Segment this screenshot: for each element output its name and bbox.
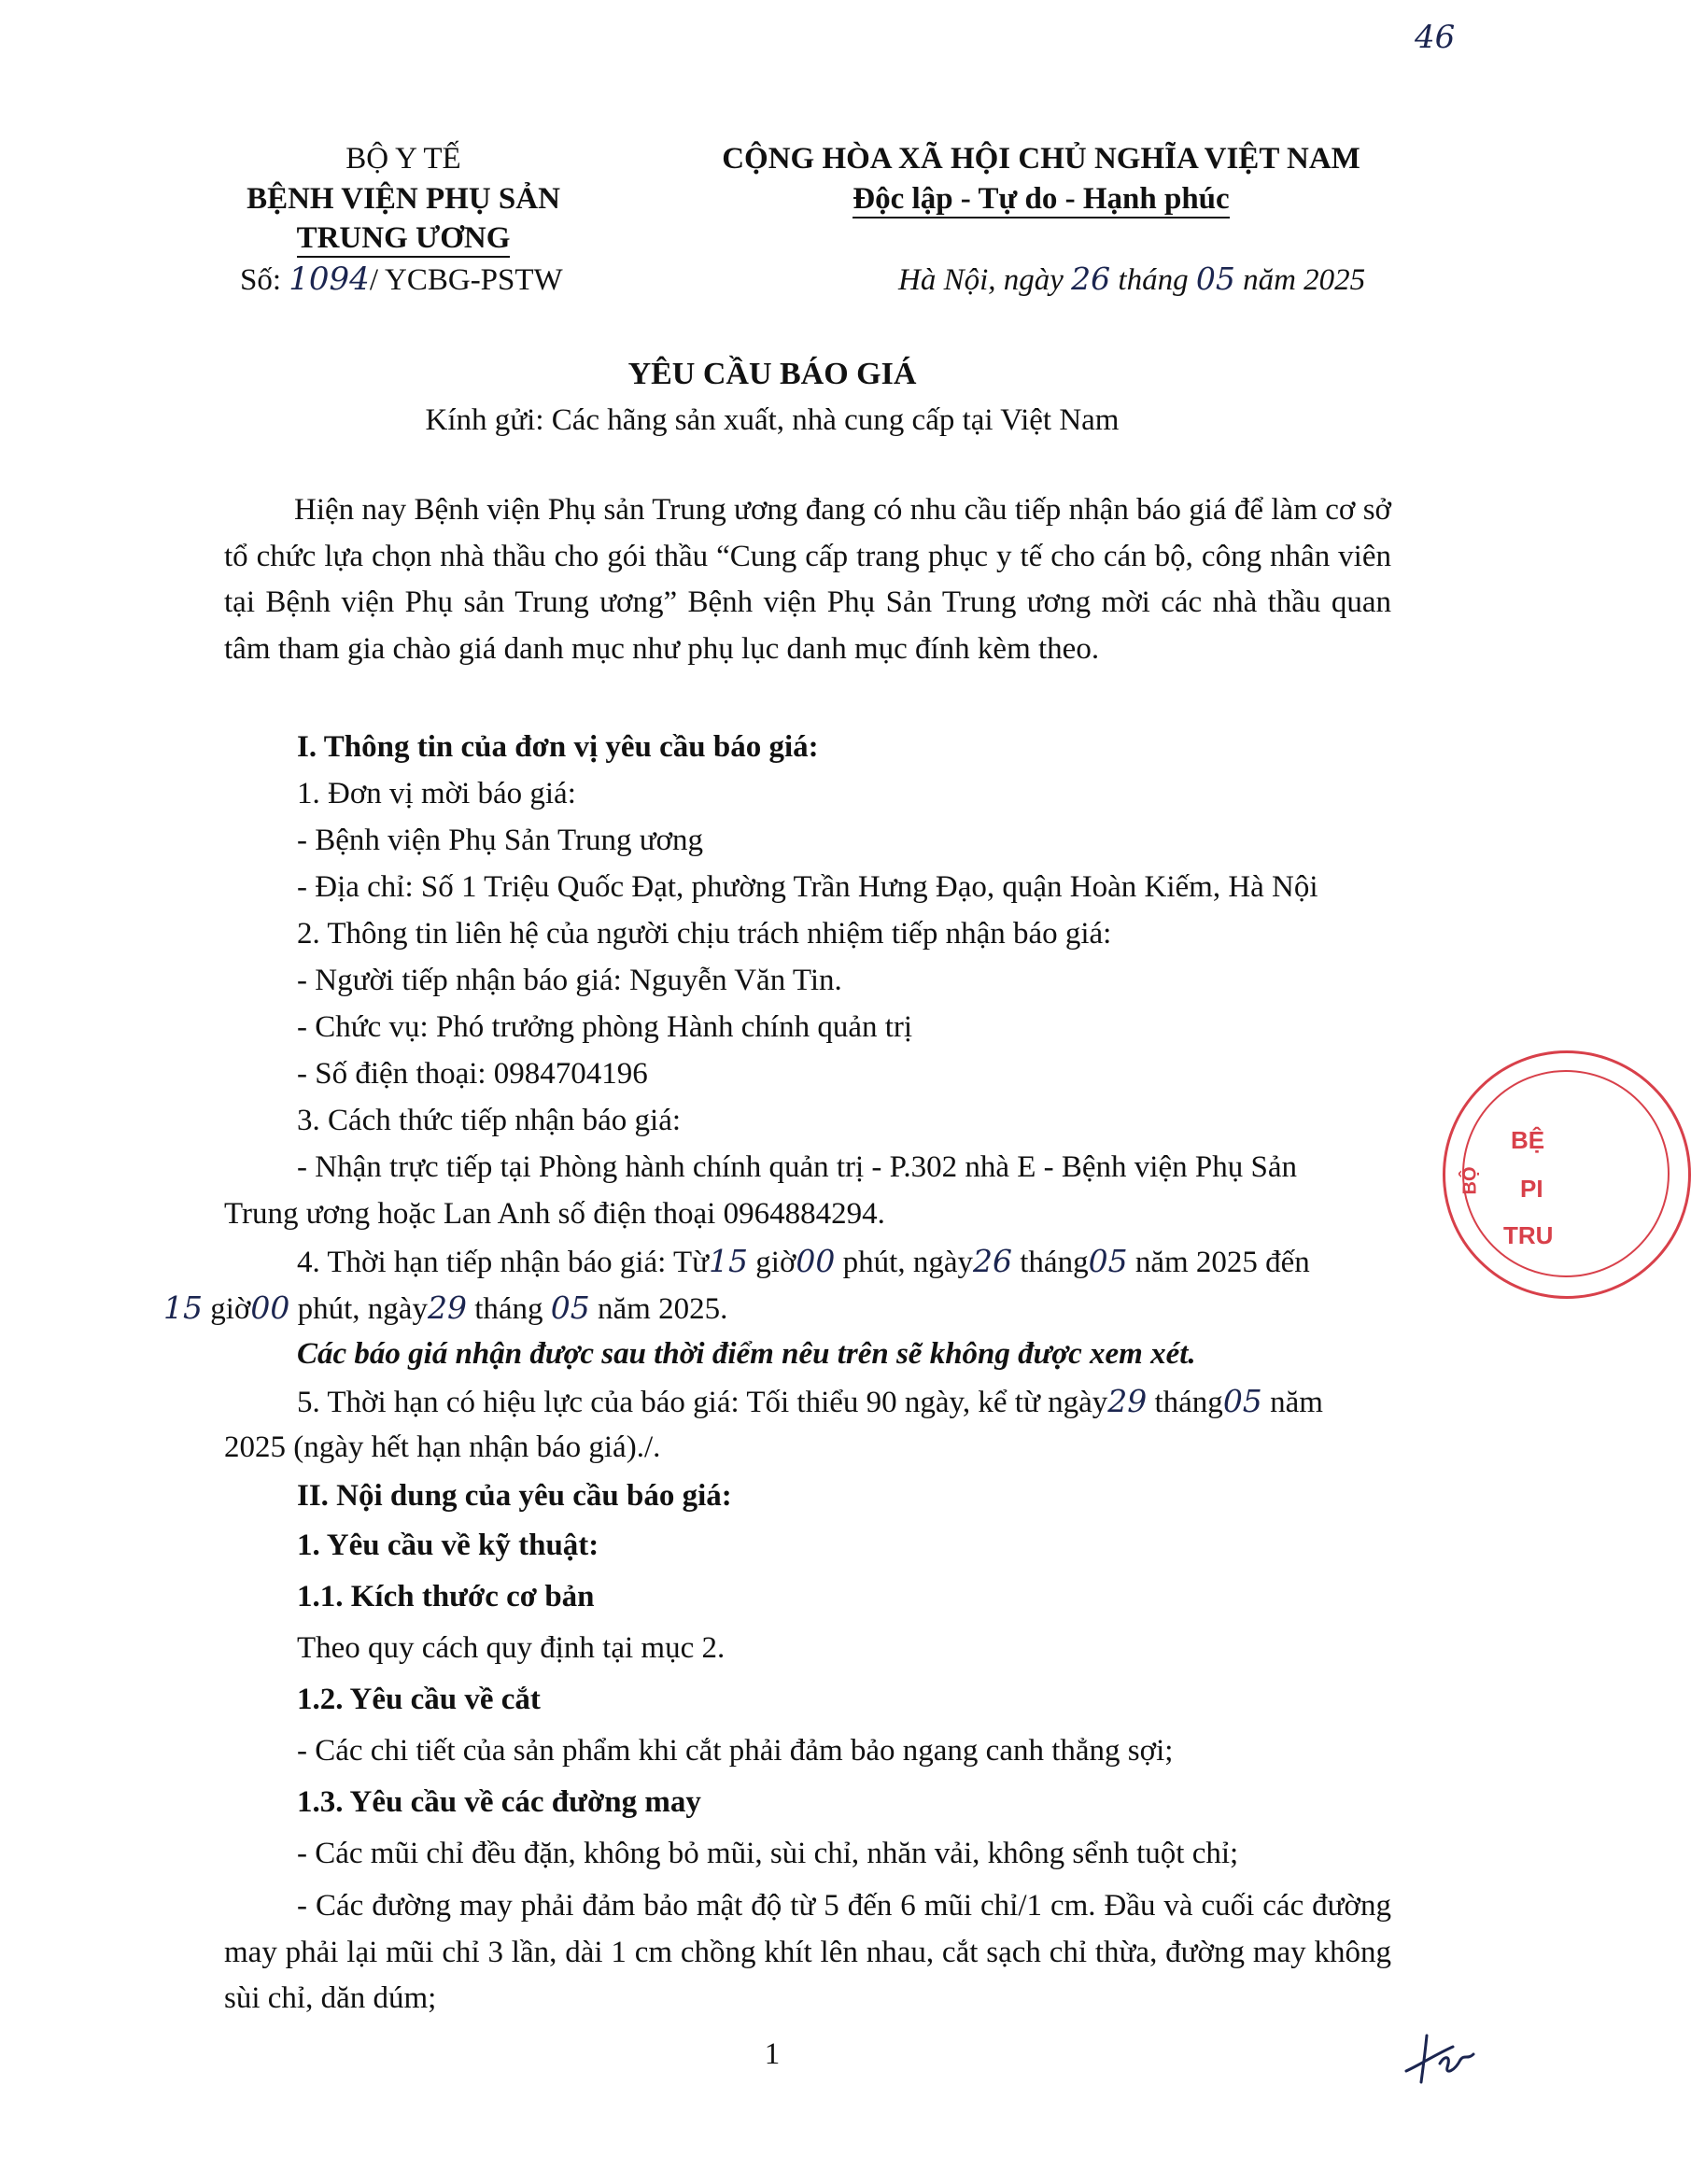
doc-number-handwritten: 1094	[289, 261, 370, 298]
section-1-item-3a-line2: Trung ương hoặc Lan Anh số điện thoại 0964884294.	[224, 1197, 885, 1231]
section-1-item-3a-line1: - Nhận trực tiếp tại Phòng hành chính quản trị - P.302 nhà E - Bệnh viện Phụ Sản	[297, 1150, 1297, 1184]
official-stamp	[1443, 1050, 1691, 1299]
section-1-item-5-line2: 2025 (ngày hết hạn nhận báo giá)./.	[224, 1430, 661, 1464]
item4-text-1: 4. Thời hạn tiếp nhận báo giá: Từ	[297, 1246, 710, 1279]
date-prefix: Hà Nội, ngày	[898, 263, 1072, 297]
section-2-sub-1-3: 1.3. Yêu cầu về các đường may	[297, 1785, 701, 1819]
section-1-item-2b: - Chức vụ: Phó trưởng phòng Hành chính quản trị	[297, 1010, 913, 1044]
section-1-item-1a: - Bệnh viện Phụ Sản Trung ương	[297, 824, 704, 857]
section-2-heading: II. Nội dung của yêu cầu báo giá:	[297, 1479, 732, 1513]
hospital-name-line2-text: TRUNG ƯƠNG	[297, 221, 511, 258]
stamp-text-2: PI	[1520, 1175, 1543, 1203]
item5-hand-day: 29	[1107, 1383, 1148, 1419]
recipient-line: Kính gửi: Các hãng sản xuất, nhà cung cấp tại Việt Nam	[425, 403, 1120, 437]
date-year: năm 2025	[1234, 263, 1366, 297]
stamp-text-4: BỘ	[1459, 1166, 1481, 1195]
section-1-item-5-line1	[297, 1382, 1323, 1422]
document-title: YÊU CẦU BÁO GIÁ	[627, 357, 917, 391]
item4-hand-hour-end: 15	[163, 1289, 203, 1326]
page-number: 1	[764, 2037, 781, 2071]
section-1-item-2c: - Số điện thoại: 0984704196	[297, 1057, 648, 1091]
section-1-item-2a: - Người tiếp nhận báo giá: Nguyễn Văn Tin.	[297, 964, 842, 997]
hospital-name-line1: BỆNH VIỆN PHỤ SẢN	[247, 182, 560, 216]
item4-text-5: năm 2025 đến	[1127, 1246, 1310, 1279]
section-2-sub-1: 1. Yêu cầu về kỹ thuật:	[297, 1529, 599, 1562]
document-date	[898, 260, 1365, 300]
intro-paragraph: Hiện nay Bệnh viện Phụ sản Trung ương đang có nhu cầu tiếp nhận báo giá để làm cơ sở tổ chức lựa chọn nhà thầu cho gói thầu “Cung cấp trang phục y tế cho cán bộ, công nhân viên tại Bệnh viện Phụ sản Trung ương” Bệnh viện Phụ Sản Trung ương mời các nhà thầu quan tâm tham gia chào giá danh mục như phụ lục danh mục đính kèm theo.	[224, 493, 1391, 666]
section-2-sub-1-3-a: - Các mũi chỉ đều đặn, không bỏ mũi, sùi chỉ, nhăn vải, không sểnh tuột chỉ;	[297, 1837, 1239, 1870]
national-motto-text: Độc lập - Tự do - Hạnh phúc	[853, 182, 1229, 218]
section-1-item-4-line1	[297, 1242, 1310, 1282]
item4-hand-hour-start: 15	[709, 1243, 749, 1279]
item4-text-2: giờ	[748, 1246, 796, 1279]
section-2-sub-1-3-b: - Các đường may phải đảm bảo mật độ từ 5 đến 6 mũi chỉ/1 cm. Đầu và cuối các đường may phải lại mũi chỉ 3 lần, dài 1 cm chồng khít lên nhau, cắt sạch chỉ thừa, đường may không sùi chỉ, dăn dúm;	[224, 1889, 1391, 2015]
item4-hand-month-start: 05	[1088, 1243, 1128, 1279]
item4-text-3: phút, ngày	[835, 1246, 973, 1279]
item4-hand-day-start: 26	[973, 1243, 1012, 1279]
section-1-item-3: 3. Cách thức tiếp nhận báo giá:	[297, 1104, 682, 1137]
item5-text-2: tháng	[1147, 1386, 1223, 1419]
item4-hand-month-end: 05	[550, 1289, 590, 1326]
item4-hand-minute-start: 00	[796, 1243, 836, 1279]
country-name: CỘNG HÒA XÃ HỘI CHỦ NGHĨA VIỆT NAM	[722, 142, 1360, 176]
ministry-name: BỘ Y TẾ	[345, 142, 461, 176]
date-month-handwritten: 05	[1195, 261, 1235, 297]
doc-number-suffix: / YCBG-PSTW	[369, 263, 563, 297]
item5-hand-month: 05	[1222, 1383, 1262, 1419]
initials-signature	[1399, 2026, 1483, 2096]
hospital-name-line2	[217, 219, 590, 258]
date-day-handwritten: 26	[1071, 261, 1111, 297]
section-1-item-4-line2	[163, 1289, 727, 1329]
doc-number-prefix: Số:	[240, 263, 289, 297]
national-motto	[654, 180, 1429, 218]
section-1-item-1: 1. Đơn vị mời báo giá:	[297, 777, 576, 810]
item4-hand-day-end: 29	[427, 1289, 467, 1326]
section-1-item-1b: - Địa chỉ: Số 1 Triệu Quốc Đạt, phường Trần Hưng Đạo, quận Hoàn Kiếm, Hà Nội	[297, 870, 1318, 904]
section-2-sub-1-2: 1.2. Yêu cầu về cắt	[297, 1683, 541, 1716]
item4-text-7: phút, ngày	[289, 1292, 428, 1326]
section-2-sub-1-2-text: - Các chi tiết của sản phẩm khi cắt phải đảm bảo ngang canh thẳng sợi;	[297, 1734, 1174, 1768]
section-1-heading: I. Thông tin của đơn vị yêu cầu báo giá:	[297, 730, 819, 764]
date-month-word: tháng	[1110, 263, 1196, 297]
section-2-sub-1-1: 1.1. Kích thước cơ bản	[297, 1580, 595, 1613]
stamp-text-1: BỆ	[1511, 1126, 1545, 1154]
document-number	[240, 260, 563, 300]
section-1-item-2: 2. Thông tin liên hệ của người chịu trách nhiệm tiếp nhận báo giá:	[297, 917, 1112, 951]
item4-text-6: giờ	[203, 1292, 251, 1326]
stamp-text-3: TRU	[1503, 1221, 1554, 1249]
item4-text-8: tháng	[466, 1292, 551, 1326]
item5-text-3: năm	[1261, 1386, 1323, 1419]
item4-text-9: năm 2025.	[589, 1292, 728, 1326]
corner-handwritten-mark: 46	[1415, 19, 1456, 56]
item4-text-4: tháng	[1012, 1246, 1089, 1279]
item4-hand-minute-end: 00	[250, 1289, 290, 1326]
stamp-inner-ring	[1459, 1070, 1670, 1277]
item5-text-1: 5. Thời hạn có hiệu lực của báo giá: Tối thiểu 90 ngày, kể từ ngày	[297, 1386, 1108, 1419]
section-2-sub-1-1-text: Theo quy cách quy định tại mục 2.	[297, 1631, 726, 1665]
section-1-note: Các báo giá nhận được sau thời điểm nêu trên sẽ không được xem xét.	[297, 1337, 1196, 1371]
